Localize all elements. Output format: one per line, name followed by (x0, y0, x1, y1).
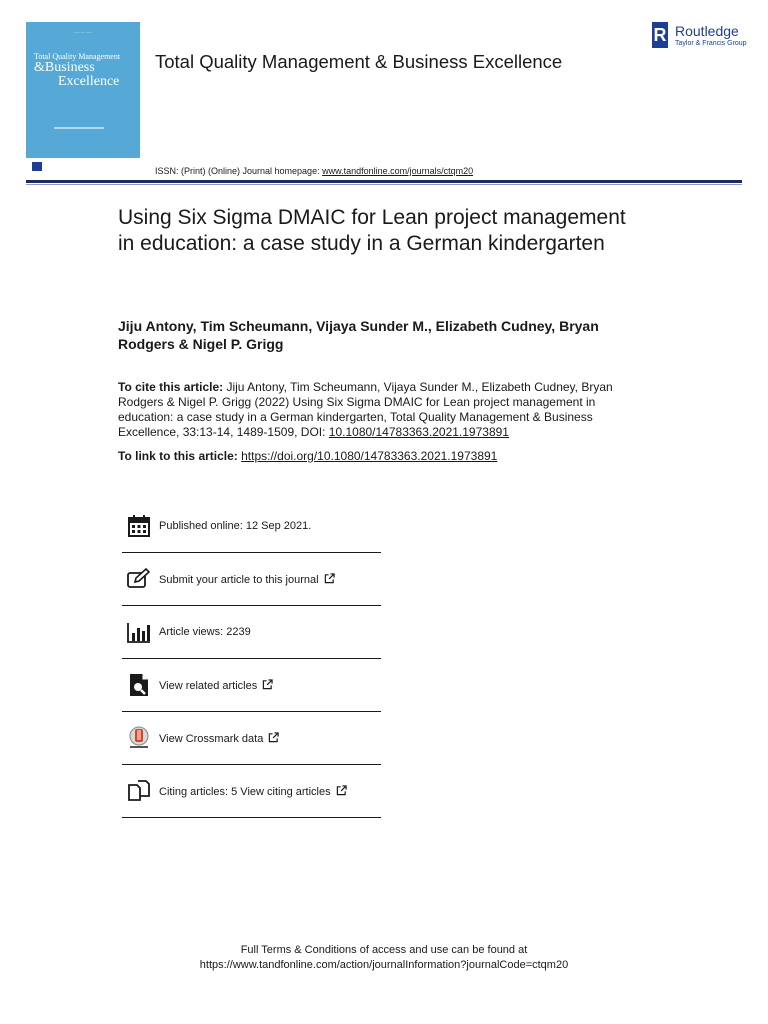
citation-block (118, 380, 638, 440)
document-search-icon (127, 673, 151, 697)
published-row (122, 500, 381, 553)
citing-articles-row[interactable] (122, 765, 381, 818)
cover-footer (26, 158, 140, 176)
crossmark-link[interactable]: View Crossmark data (159, 732, 279, 745)
cover-publisher-icon (32, 162, 42, 171)
citing-documents-icon (127, 779, 151, 803)
terms-footer (0, 943, 768, 973)
citation-text: Jiju Antony, Tim Scheumann, Vijaya Sunder M., Elizabeth Cudney, Bryan Rodgers & Nigel P. Grigg (2022) Using Six Sigma DMAIC for Lean project management in education: a case study in a German kindergarten, Total Quality Management & Business Excellence, 33:13-14, 1489-1509, DOI: (118, 380, 613, 439)
journal-homepage-link[interactable]: www.tandfonline.com/journals/ctqm20 (322, 166, 474, 176)
citing-articles-link[interactable]: Citing articles: 5 View citing articles (159, 785, 347, 798)
publisher-name: Routledge (675, 23, 739, 39)
publisher-subtitle: Taylor & Francis Group (675, 40, 747, 47)
article-title: Using Six Sigma DMAIC for Lean project management in education: a case study in a German kindergarten (118, 206, 626, 255)
cover-issue-line: ─── ── ─── (73, 30, 93, 34)
submit-article-row[interactable] (122, 553, 381, 606)
article-info-list (122, 500, 381, 818)
published-date: Published online: 12 Sep 2021. (159, 520, 312, 532)
issn-text: ISSN: (Print) (Online) Journal homepage: (155, 166, 323, 176)
journal-cover (26, 22, 140, 176)
crossmark-icon (127, 726, 151, 750)
external-link-icon (336, 785, 347, 796)
calendar-icon (127, 514, 151, 538)
header-divider (26, 180, 742, 183)
header-divider-thin (26, 184, 742, 185)
external-link-icon (268, 732, 279, 743)
article-link-line (118, 449, 678, 464)
related-articles-row[interactable] (122, 659, 381, 712)
publisher-logo[interactable] (652, 22, 748, 50)
citation-label: To cite this article: (118, 380, 224, 394)
article-views-row (122, 606, 381, 659)
issn-line (155, 166, 473, 176)
submit-article-link[interactable]: Submit your article to this journal (159, 573, 335, 586)
terms-url[interactable]: https://www.tandfonline.com/action/journalInformation?journalCode=ctqm20 (199, 959, 569, 971)
terms-text: Full Terms & Conditions of access and use can be found at (240, 944, 528, 956)
article-authors: Jiju Antony, Tim Scheumann, Vijaya Sunder M., Elizabeth Cudney, Bryan Rodgers & Nigel P. Grigg (118, 318, 599, 352)
article-views-count: Article views: 2239 (159, 626, 251, 638)
journal-title: Total Quality Management & Business Excellence (155, 51, 563, 72)
article-doi-link[interactable]: https://doi.org/10.1080/14783363.2021.1973891 (241, 449, 498, 463)
cover-title-line2: &Business (34, 60, 95, 75)
link-label: To link to this article: (118, 449, 242, 463)
related-articles-link[interactable]: View related articles (159, 679, 273, 692)
external-link-icon (262, 679, 273, 690)
crossmark-row[interactable] (122, 712, 381, 765)
cover-editor-line (54, 127, 104, 129)
cover-title-line3: Excellence (58, 74, 120, 89)
cover-title-line1: Total Quality Management (34, 52, 121, 61)
external-link-icon (324, 573, 335, 584)
bar-chart-icon (127, 620, 151, 644)
citation-doi-link[interactable]: 10.1080/14783363.2021.1973891 (328, 425, 509, 439)
routledge-logo-icon: R (652, 22, 668, 48)
edit-icon (127, 567, 151, 591)
